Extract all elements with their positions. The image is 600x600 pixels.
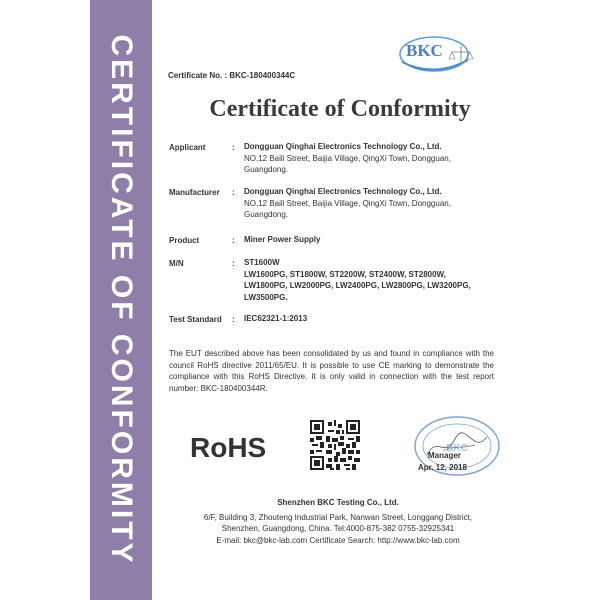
model-line-2: LW1600PG, ST1800W, ST2200W, ST2400W, ST2800W, [244, 269, 446, 279]
model-value [244, 257, 499, 303]
test-standard-label: Test Standard [169, 315, 222, 324]
model-line-3: LW1800PG, LW2000PG, LW2400PG, LW2800PG, LW3200PG, [244, 281, 471, 290]
footer [160, 497, 516, 546]
product-name: Miner Power Supply [244, 235, 321, 244]
svg-text:BKC: BKC [446, 443, 468, 454]
product-label: Product [169, 236, 200, 245]
manufacturer-address-line-2: Guangdong. [244, 210, 289, 219]
applicant-colon: : [232, 143, 235, 152]
model-line-4: LW3500PG. [244, 292, 288, 302]
manufacturer-label: Manufacturer [169, 188, 220, 197]
model-line-1: ST1600W [244, 258, 280, 267]
bkc-logo-icon [396, 32, 476, 78]
manufacturer-colon: : [232, 188, 235, 197]
logo-text: BKC [406, 41, 443, 60]
model-colon: : [232, 259, 235, 268]
signature-date: Apr. 12, 2018 [418, 463, 467, 472]
test-standard-colon: : [232, 315, 235, 324]
applicant-label: Applicant [169, 143, 206, 152]
test-standard-value [244, 313, 499, 325]
compliance-statement: The EUT described above has been consolidated by us and found in compliance with the council RoHS directive 2011/65/EU. It is possible to use CE marking to demonstrate the compliance with this RoHS Directive. It is only valid in connection with the test report number: BKC-180400344R. [169, 349, 494, 393]
product-colon: : [232, 236, 235, 245]
rohs-mark: RoHS [190, 432, 267, 463]
document-title: Certificate of Conformity [209, 96, 471, 122]
sidebar-title: CERTIFICATE OF CONFORMITY [105, 34, 138, 566]
footer-address: 6/F, Building 3, Zhouteng Industrial Park, Nanwan Street, Longgang District, [203, 512, 473, 522]
product-value [244, 234, 499, 246]
manufacturer-name: Dongguan Qinghai Electronics Technology Co., Ltd. [244, 187, 442, 196]
footer-company: Shenzhen BKC Testing Co., Ltd. [277, 498, 399, 507]
signature-title: Manager [428, 451, 461, 460]
footer-email: E-mail: bkc@bkc-lab.com Certificate Search: http://www.bkc-lab.com [216, 535, 460, 545]
footer-contact: Shenzhen, Guangdong, China. Tel:4000-875-382 0755-32925341 [221, 524, 455, 533]
applicant-value [244, 141, 499, 176]
manufacturer-address-line-1: NO,12 Baili Street, Baijia Village, QingXi Town, Dongguan, [244, 198, 451, 208]
applicant-address-line-1: NO,12 Baili Street, Baijia Village, QingXi Town, Dongguan, [244, 153, 451, 163]
applicant-name: Dongguan Qinghai Electronics Technology Co., Ltd. [244, 142, 442, 151]
qr-code-icon [310, 420, 360, 470]
manufacturer-value [244, 186, 499, 221]
applicant-address-line-2: Guangdong. [244, 165, 289, 174]
test-standard-name: IEC62321-1:2013 [244, 314, 308, 323]
certificate-number: Certificate No. : BKC-180400344C [168, 71, 296, 80]
model-label: M/N [169, 259, 184, 268]
